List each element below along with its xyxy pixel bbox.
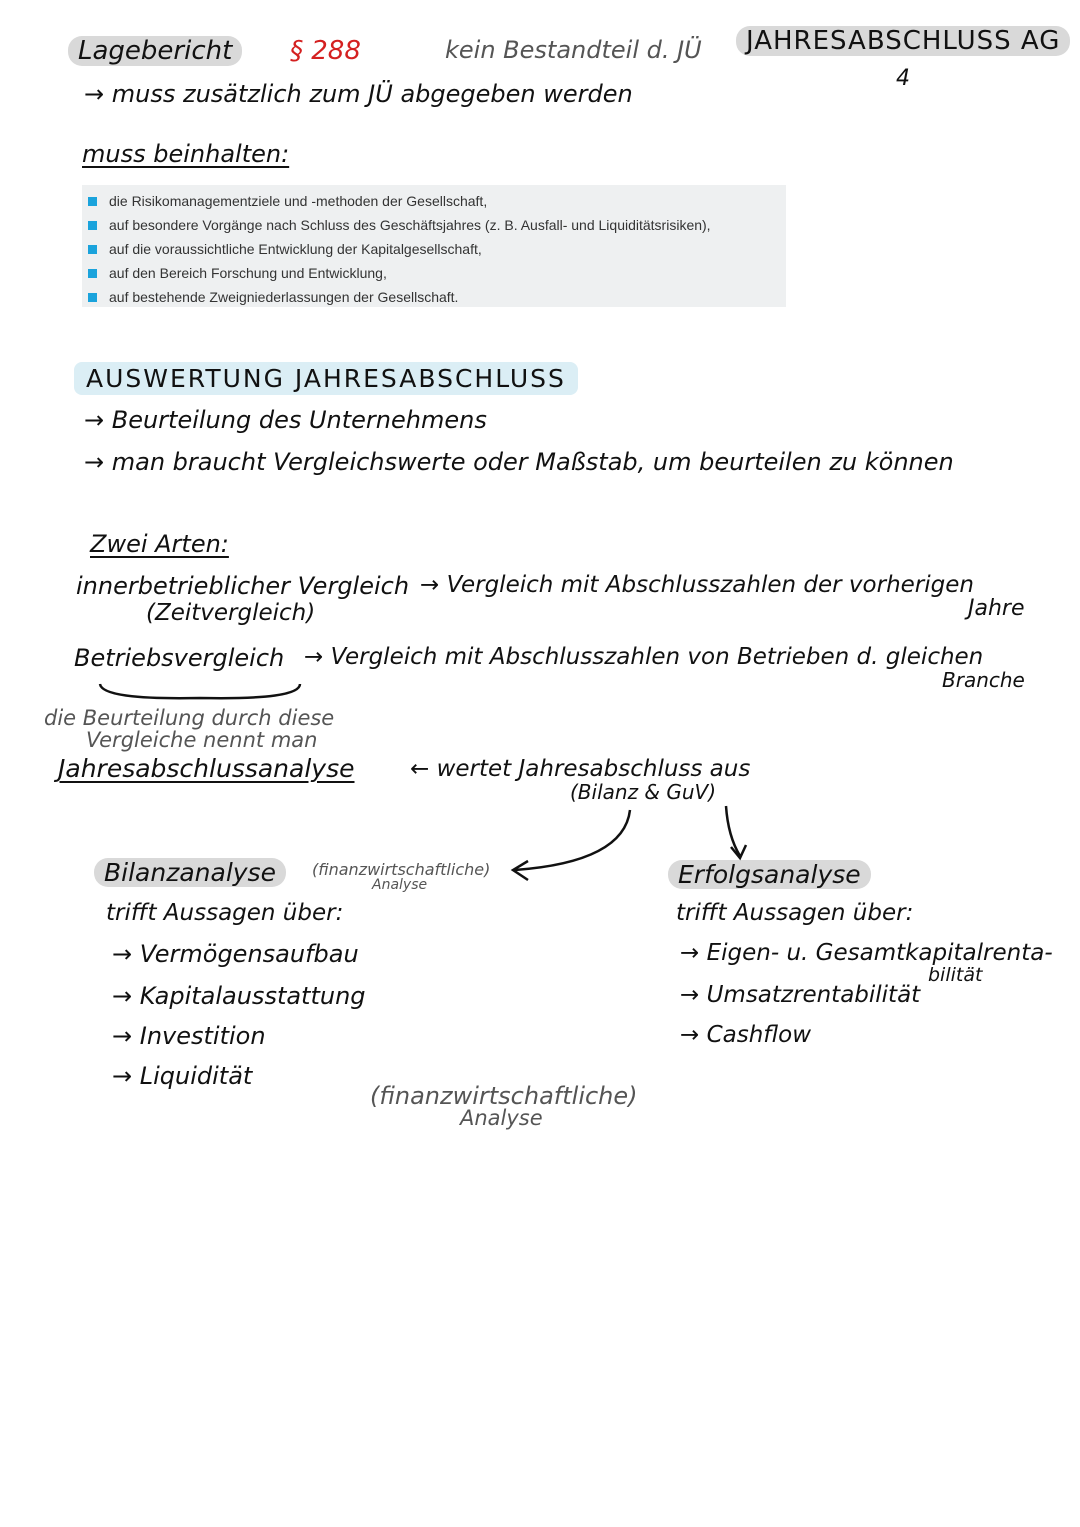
contents-heading: muss beinhalten:	[82, 140, 290, 168]
list-item-text: die Risikomanagementziele und -methoden der Gesellschaft,	[109, 193, 488, 209]
header-note: kein Bestandteil d. JÜ	[445, 36, 702, 64]
bilanz-item: → Kapitalausstattung	[112, 982, 366, 1010]
bilanz-annotation: (finanzwirtschaftliche)	[312, 860, 491, 879]
erfolg-item-cont: bilität	[928, 964, 983, 986]
arten-heading: Zwei Arten:	[90, 530, 229, 558]
bilanz-annotation: Analyse	[372, 877, 428, 893]
footnote: (finanzwirtschaftliche)	[370, 1082, 638, 1110]
lagebericht-line: → muss zusätzlich zum JÜ abgegeben werden	[84, 80, 633, 108]
auswertung-point: → man braucht Vergleichswerte oder Maßstab, um beurteilen zu können	[84, 448, 954, 476]
page-number: 4	[896, 66, 910, 91]
section-title-auswertung: AUSWERTUNG JAHRESABSCHLUSS	[74, 362, 578, 395]
topic-badge: JAHRESABSCHLUSS AG	[736, 26, 1070, 56]
bilanz-item: → Investition	[112, 1022, 266, 1050]
list-item-text: auf die voraussichtliche Entwicklung der Kapitalgesellschaft,	[109, 241, 482, 257]
brace-icon	[100, 684, 300, 698]
list-item-text: auf den Bereich Forschung und Entwicklung,	[109, 265, 387, 281]
betrieb-comparison-label: Betriebsvergleich	[74, 644, 285, 672]
comparison-note: die Beurteilung durch diese	[44, 706, 335, 730]
erfolg-intro: trifft Aussagen über:	[676, 900, 914, 926]
arrow-to-bilanz-icon	[515, 810, 630, 870]
erfolg-title: Erfolgsanalyse	[668, 860, 871, 889]
auswertung-point: → Beurteilung des Unternehmens	[84, 406, 487, 434]
betrieb-comparison-desc: → Vergleich mit Abschlusszahlen von Betrieben d. gleichen	[304, 644, 984, 670]
betrieb-comparison-desc-cont: Branche	[942, 668, 1025, 692]
paragraph-reference: § 288	[290, 36, 361, 66]
analysis-desc: ← wertet Jahresabschluss aus	[410, 756, 751, 782]
analysis-title: Jahresabschlussanalyse	[58, 754, 355, 783]
bilanz-title: Bilanzanalyse	[94, 858, 286, 887]
bilanz-item: → Vermögensaufbau	[112, 940, 359, 968]
inner-comparison-desc: → Vergleich mit Abschlusszahlen der vorherigen	[420, 572, 974, 598]
erfolg-item: → Cashflow	[680, 1022, 812, 1048]
inner-comparison-label: innerbetrieblicher Vergleich	[76, 572, 410, 600]
list-item-text: auf besondere Vorgänge nach Schluss des Geschäftsjahres (z. B. Ausfall- und Liquiditätsrisiken),	[109, 217, 711, 233]
inner-comparison-desc-cont: Jahre	[968, 596, 1025, 621]
list-item-text: auf bestehende Zweigniederlassungen der Gesellschaft.	[109, 289, 459, 305]
erfolg-item: → Umsatzrentabilität	[680, 982, 921, 1008]
footnote: Analyse	[460, 1106, 543, 1130]
comparison-note: Vergleiche nennt man	[86, 728, 318, 752]
bilanz-item: → Liquidität	[112, 1062, 253, 1090]
analysis-desc-sub: (Bilanz & GuV)	[570, 780, 717, 804]
erfolg-item: → Eigen- u. Gesamtkapitalrenta-	[680, 940, 1053, 966]
inner-comparison-sub: (Zeitvergleich)	[146, 600, 316, 626]
bilanz-intro: trifft Aussagen über:	[106, 900, 344, 926]
section-title-lagebericht: Lagebericht	[68, 36, 242, 66]
